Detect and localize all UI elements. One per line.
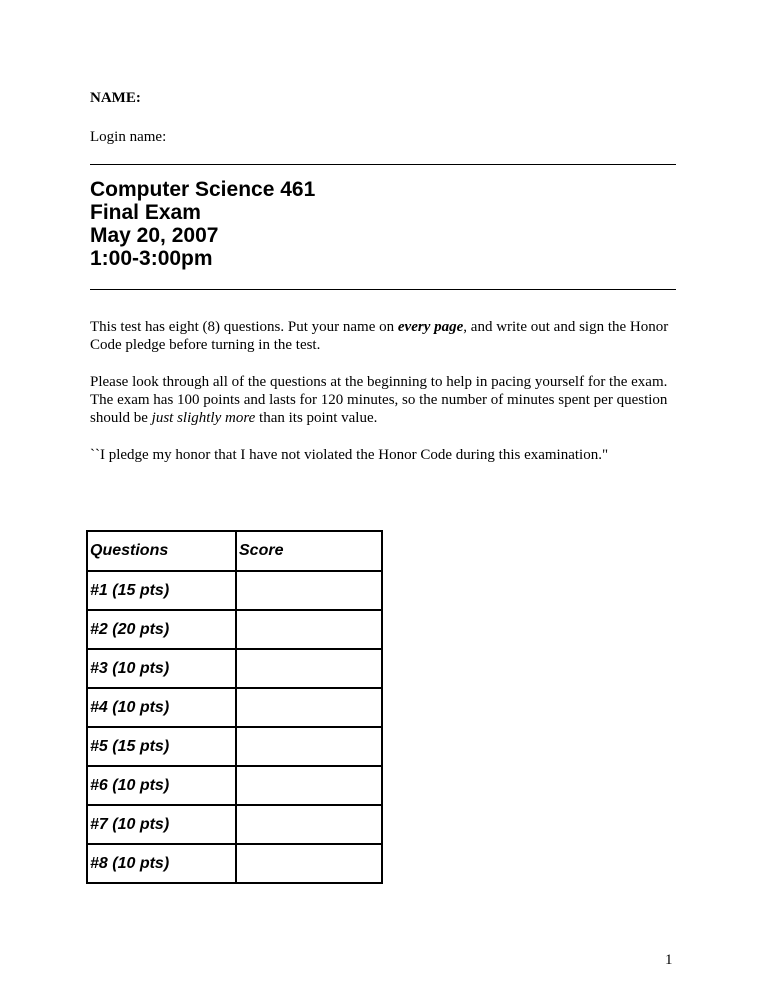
table-row (87, 805, 382, 844)
table-row (87, 649, 382, 688)
p1-emphasis: every page (397, 319, 464, 335)
table-header-row (87, 531, 382, 571)
question-cell: #4 (10 pts) (87, 688, 236, 727)
exam-name: Final Exam (90, 201, 201, 224)
table-row (87, 766, 382, 805)
score-cell (236, 805, 382, 844)
exam-date: May 20, 2007 (90, 224, 219, 247)
score-cell (236, 610, 382, 649)
question-cell: #5 (15 pts) (87, 727, 236, 766)
score-cell (236, 649, 382, 688)
table-row (87, 844, 382, 883)
instructions-paragraph-2 (90, 373, 690, 427)
exam-title (90, 178, 315, 270)
p2-text-end: than its point value. (255, 410, 378, 426)
score-cell (236, 571, 382, 610)
bottom-divider (90, 289, 676, 290)
course-title: Computer Science 461 (90, 178, 316, 201)
questions-header: Questions (87, 531, 236, 571)
table-row (87, 727, 382, 766)
table-row (87, 688, 382, 727)
instructions-paragraph-1 (90, 318, 690, 354)
table-row (87, 610, 382, 649)
question-cell: #1 (15 pts) (87, 571, 236, 610)
top-divider (90, 164, 676, 165)
score-cell (236, 727, 382, 766)
question-cell: #7 (10 pts) (87, 805, 236, 844)
p2-text-start: Please look through all of the questions at the beginning to help in pacing yourself for the exam. The exam has 100 points and lasts for 120 minutes, so the number of minutes spent per question should be (90, 374, 668, 426)
p1-text-start: This test has eight (8) questions. Put your name on (90, 319, 398, 335)
honor-pledge: ``I pledge my honor that I have not violated the Honor Code during this examination." (90, 447, 609, 463)
score-cell (236, 844, 382, 883)
question-cell: #3 (10 pts) (87, 649, 236, 688)
score-header: Score (236, 531, 382, 571)
p2-emphasis: just slightly more (151, 410, 256, 426)
score-cell (236, 688, 382, 727)
question-cell: #8 (10 pts) (87, 844, 236, 883)
score-cell (236, 766, 382, 805)
p1-text-end: , and write out and sign the Honor Code pledge before turning in the test. (90, 319, 669, 353)
question-cell: #2 (20 pts) (87, 610, 236, 649)
exam-time: 1:00-3:00pm (90, 247, 213, 270)
page-number: 1 (665, 952, 673, 968)
login-name-label: Login name: (90, 129, 167, 145)
name-label: NAME: (90, 90, 141, 106)
score-table (86, 530, 383, 884)
table-row (87, 571, 382, 610)
question-cell: #6 (10 pts) (87, 766, 236, 805)
